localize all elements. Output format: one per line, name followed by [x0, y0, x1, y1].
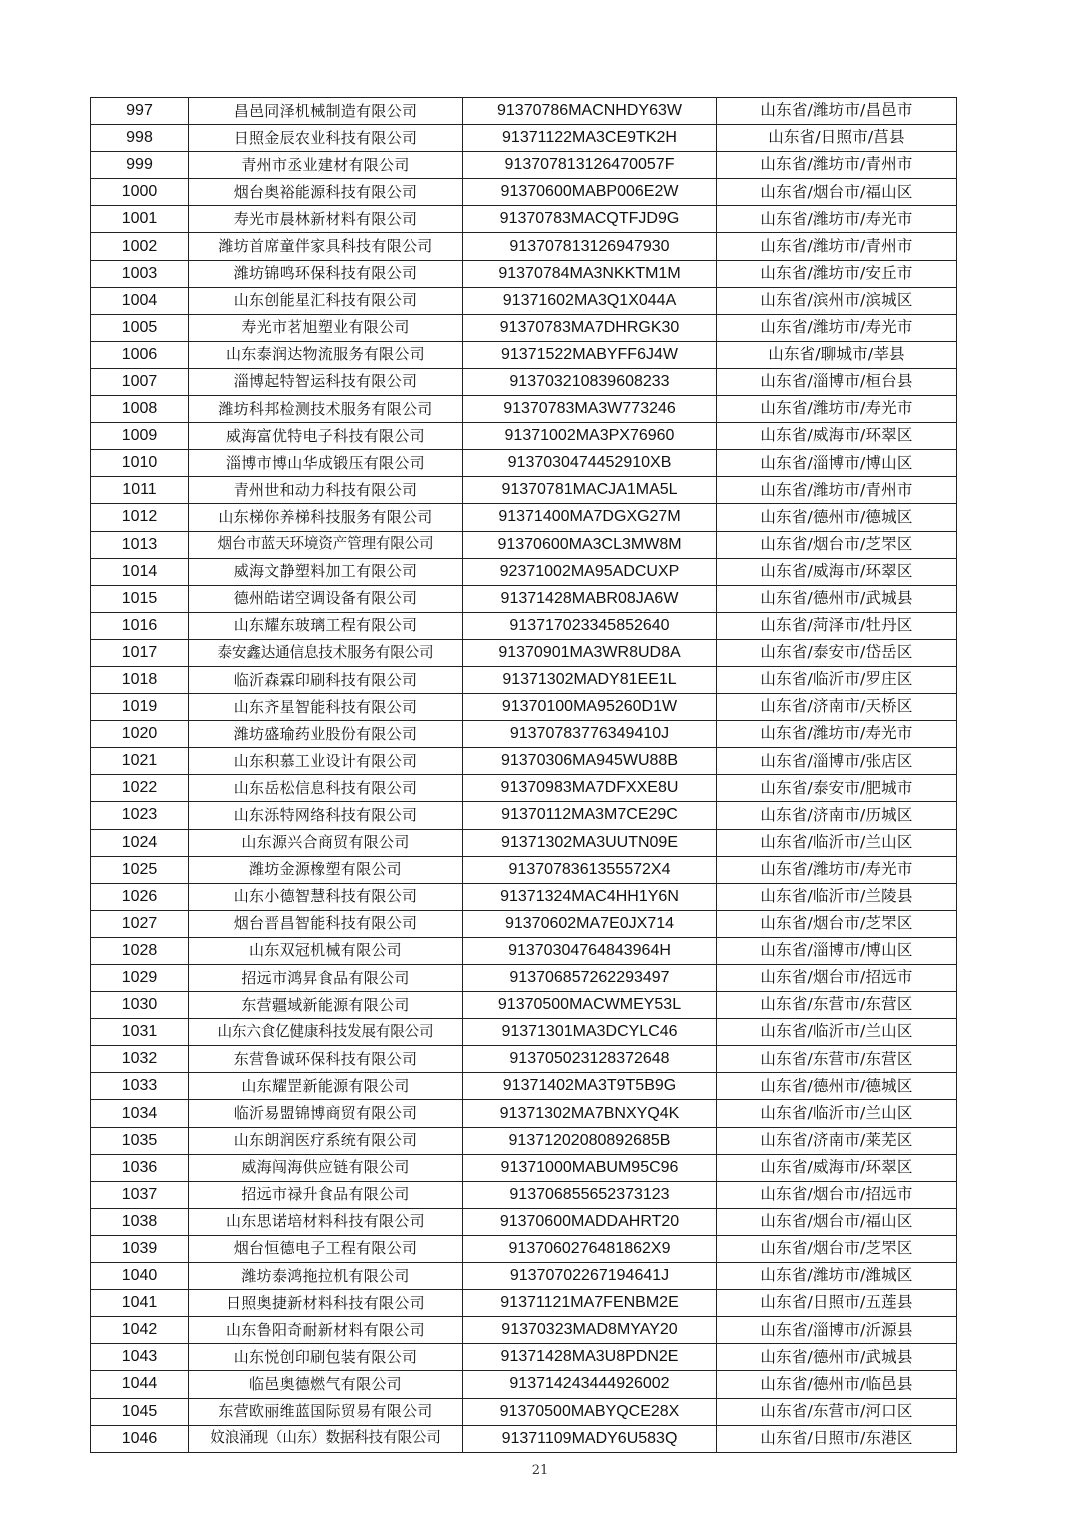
table-row	[91, 1263, 957, 1290]
region-cell: 山东省/德州市/武城县	[717, 585, 957, 612]
region-cell: 山东省/日照市/东港区	[717, 1425, 957, 1452]
row-number-cell: 1013	[91, 531, 189, 558]
row-number-cell: 1031	[91, 1019, 189, 1046]
company-name-cell: 山东创能星汇科技有限公司	[189, 287, 463, 314]
region-cell: 山东省/烟台市/芝罘区	[717, 1235, 957, 1262]
credit-code-cell: 91370602MA7E0JX714	[463, 910, 717, 937]
region-cell: 山东省/德州市/德城区	[717, 1073, 957, 1100]
table-row	[91, 1019, 957, 1046]
company-name-cell: 山东齐星智能科技有限公司	[189, 694, 463, 721]
credit-code-cell: 91371002MA3PX76960	[463, 423, 717, 450]
region-cell: 山东省/潍坊市/昌邑市	[717, 98, 957, 125]
table-row	[91, 341, 957, 368]
row-number-cell: 1006	[91, 341, 189, 368]
row-number-cell: 1024	[91, 829, 189, 856]
table-row	[91, 1208, 957, 1235]
region-cell: 山东省/淄博市/博山区	[717, 937, 957, 964]
region-cell: 山东省/烟台市/福山区	[717, 179, 957, 206]
credit-code-cell: 92371002MA95ADCUXP	[463, 558, 717, 585]
company-name-cell: 烟台市蓝天环境资产管理有限公司	[189, 531, 463, 558]
company-name-cell: 威海富优特电子科技有限公司	[189, 423, 463, 450]
region-cell: 山东省/烟台市/招远市	[717, 1181, 957, 1208]
table-row	[91, 396, 957, 423]
region-cell: 山东省/泰安市/肥城市	[717, 775, 957, 802]
table-row	[91, 1100, 957, 1127]
company-name-cell: 淄博起特智运科技有限公司	[189, 368, 463, 395]
row-number-cell: 1026	[91, 883, 189, 910]
row-number-cell: 997	[91, 98, 189, 125]
row-number-cell: 1011	[91, 477, 189, 504]
region-cell: 山东省/潍坊市/寿光市	[717, 856, 957, 883]
row-number-cell: 1030	[91, 992, 189, 1019]
credit-code-cell: 91371302MA7BNXYQ4K	[463, 1100, 717, 1127]
company-name-cell: 威海文静塑料加工有限公司	[189, 558, 463, 585]
company-name-cell: 潍坊科邦检测技术服务有限公司	[189, 396, 463, 423]
region-cell: 山东省/济南市/天桥区	[717, 694, 957, 721]
credit-code-cell: 91371302MA3UUTN09E	[463, 829, 717, 856]
company-name-cell: 临沂易盟锦博商贸有限公司	[189, 1100, 463, 1127]
table-row	[91, 1398, 957, 1425]
region-cell: 山东省/济南市/莱芜区	[717, 1127, 957, 1154]
region-cell: 山东省/日照市/五莲县	[717, 1290, 957, 1317]
company-name-cell: 山东源兴合商贸有限公司	[189, 829, 463, 856]
region-cell: 山东省/潍坊市/潍城区	[717, 1263, 957, 1290]
row-number-cell: 1035	[91, 1127, 189, 1154]
credit-code-cell: 91371301MA3DCYLC46	[463, 1019, 717, 1046]
row-number-cell: 1023	[91, 802, 189, 829]
row-number-cell: 1000	[91, 179, 189, 206]
table-row	[91, 856, 957, 883]
company-name-cell: 临邑奥德燃气有限公司	[189, 1371, 463, 1398]
region-cell: 山东省/淄博市/沂源县	[717, 1317, 957, 1344]
row-number-cell: 1005	[91, 314, 189, 341]
company-name-cell: 山东朗润医疗系统有限公司	[189, 1127, 463, 1154]
table-row	[91, 368, 957, 395]
company-name-cell: 山东鲁阳奇耐新材料有限公司	[189, 1317, 463, 1344]
table-row	[91, 1154, 957, 1181]
credit-code-cell: 91370500MABYQCE28X	[463, 1398, 717, 1425]
row-number-cell: 998	[91, 125, 189, 152]
region-cell: 山东省/潍坊市/寿光市	[717, 206, 957, 233]
credit-code-cell: 91371302MADY81EE1L	[463, 666, 717, 693]
credit-code-cell: 91370702267194641J	[463, 1263, 717, 1290]
region-cell: 山东省/东营市/东营区	[717, 992, 957, 1019]
row-number-cell: 1042	[91, 1317, 189, 1344]
company-name-cell: 山东泰润达物流服务有限公司	[189, 341, 463, 368]
credit-code-cell: 91371602MA3Q1X044A	[463, 287, 717, 314]
region-cell: 山东省/潍坊市/寿光市	[717, 314, 957, 341]
region-cell: 山东省/淄博市/博山区	[717, 450, 957, 477]
row-number-cell: 1007	[91, 368, 189, 395]
table-row	[91, 125, 957, 152]
region-cell: 山东省/临沂市/兰山区	[717, 1100, 957, 1127]
company-name-cell: 日照金辰农业科技有限公司	[189, 125, 463, 152]
region-cell: 山东省/东营市/东营区	[717, 1046, 957, 1073]
row-number-cell: 1012	[91, 504, 189, 531]
region-cell: 山东省/潍坊市/青州市	[717, 233, 957, 260]
region-cell: 山东省/临沂市/罗庄区	[717, 666, 957, 693]
company-name-cell: 昌邑同泽机械制造有限公司	[189, 98, 463, 125]
company-name-cell: 烟台恒德电子工程有限公司	[189, 1235, 463, 1262]
credit-code-cell: 91370600MABP006E2W	[463, 179, 717, 206]
company-name-cell: 山东耀罡新能源有限公司	[189, 1073, 463, 1100]
region-cell: 山东省/淄博市/张店区	[717, 748, 957, 775]
row-number-cell: 1015	[91, 585, 189, 612]
credit-code-cell: 913707813126947930	[463, 233, 717, 260]
table-row	[91, 1371, 957, 1398]
company-name-cell: 山东耀东玻璃工程有限公司	[189, 612, 463, 639]
company-name-cell: 潍坊锦鸣环保科技有限公司	[189, 260, 463, 287]
credit-code-cell: 913703210839608233	[463, 368, 717, 395]
row-number-cell: 1038	[91, 1208, 189, 1235]
table-row	[91, 1073, 957, 1100]
table-row	[91, 612, 957, 639]
credit-code-cell: 91370600MA3CL3MW8M	[463, 531, 717, 558]
table-row	[91, 666, 957, 693]
company-name-cell: 寿光市晨林新材料有限公司	[189, 206, 463, 233]
table-row	[91, 179, 957, 206]
credit-code-cell: 91371522MABYFF6J4W	[463, 341, 717, 368]
company-name-cell: 山东泺特网络科技有限公司	[189, 802, 463, 829]
row-number-cell: 1032	[91, 1046, 189, 1073]
row-number-cell: 1001	[91, 206, 189, 233]
table-row	[91, 1235, 957, 1262]
table-row	[91, 423, 957, 450]
region-cell: 山东省/烟台市/芝罘区	[717, 910, 957, 937]
table-row	[91, 98, 957, 125]
company-name-cell: 寿光市茗旭塑业有限公司	[189, 314, 463, 341]
region-cell: 山东省/德州市/德城区	[717, 504, 957, 531]
company-name-cell: 潍坊盛瑜药业股份有限公司	[189, 721, 463, 748]
credit-code-cell: 913714243444926002	[463, 1371, 717, 1398]
credit-code-cell: 91371400MA7DGXG27M	[463, 504, 717, 531]
row-number-cell: 1020	[91, 721, 189, 748]
credit-code-cell: 91371121MA7FENBM2E	[463, 1290, 717, 1317]
credit-code-cell: 91370600MADDAHRT20	[463, 1208, 717, 1235]
region-cell: 山东省/威海市/环翠区	[717, 1154, 957, 1181]
credit-code-cell: 91371324MAC4HH1Y6N	[463, 883, 717, 910]
table-row	[91, 992, 957, 1019]
row-number-cell: 1027	[91, 910, 189, 937]
credit-code-cell: 9137030474452910XB	[463, 450, 717, 477]
table-row	[91, 450, 957, 477]
row-number-cell: 1037	[91, 1181, 189, 1208]
row-number-cell: 1021	[91, 748, 189, 775]
table-row	[91, 748, 957, 775]
company-name-cell: 泰安鑫达通信息技术服务有限公司	[189, 639, 463, 666]
credit-code-cell: 91370786MACNHDY63W	[463, 98, 717, 125]
company-name-cell: 德州皓诺空调设备有限公司	[189, 585, 463, 612]
credit-code-cell: 91371402MA3T9T5B9G	[463, 1073, 717, 1100]
company-name-cell: 山东六食亿健康科技发展有限公司	[189, 1019, 463, 1046]
region-cell: 山东省/潍坊市/寿光市	[717, 721, 957, 748]
table-row	[91, 477, 957, 504]
region-cell: 山东省/德州市/武城县	[717, 1344, 957, 1371]
company-name-cell: 山东悦创印刷包装有限公司	[189, 1344, 463, 1371]
credit-code-cell: 91370323MAD8MYAY20	[463, 1317, 717, 1344]
company-name-cell: 潍坊金源橡塑有限公司	[189, 856, 463, 883]
company-name-cell: 山东岳松信息科技有限公司	[189, 775, 463, 802]
row-number-cell: 1029	[91, 965, 189, 992]
table-row	[91, 260, 957, 287]
credit-code-cell: 91370100MA95260D1W	[463, 694, 717, 721]
region-cell: 山东省/威海市/环翠区	[717, 423, 957, 450]
region-cell: 山东省/威海市/环翠区	[717, 558, 957, 585]
company-name-cell: 烟台晋昌智能科技有限公司	[189, 910, 463, 937]
row-number-cell: 1022	[91, 775, 189, 802]
table-row	[91, 585, 957, 612]
company-name-cell: 东营鲁诚环保科技有限公司	[189, 1046, 463, 1073]
company-name-cell: 潍坊首席童伴家具科技有限公司	[189, 233, 463, 260]
credit-code-cell: 913706857262293497	[463, 965, 717, 992]
row-number-cell: 1019	[91, 694, 189, 721]
company-name-cell: 山东小德智慧科技有限公司	[189, 883, 463, 910]
credit-code-cell: 913705023128372648	[463, 1046, 717, 1073]
company-name-cell: 青州世和动力科技有限公司	[189, 477, 463, 504]
table-row	[91, 1046, 957, 1073]
table-row	[91, 233, 957, 260]
credit-code-cell: 91370500MACWMEY53L	[463, 992, 717, 1019]
credit-code-cell: 91371000MABUM95C96	[463, 1154, 717, 1181]
region-cell: 山东省/潍坊市/青州市	[717, 152, 957, 179]
region-cell: 山东省/聊城市/莘县	[717, 341, 957, 368]
row-number-cell: 1033	[91, 1073, 189, 1100]
table-row	[91, 1290, 957, 1317]
table-row	[91, 965, 957, 992]
credit-code-cell: 91371428MABR08JA6W	[463, 585, 717, 612]
credit-code-cell: 91371428MA3U8PDN2E	[463, 1344, 717, 1371]
table-row	[91, 287, 957, 314]
table-row	[91, 1425, 957, 1452]
company-name-cell: 妏浪涌现（山东）数据科技有限公司	[189, 1425, 463, 1452]
credit-code-cell: 91370783MA7DHRGK30	[463, 314, 717, 341]
table-row	[91, 1181, 957, 1208]
row-number-cell: 1010	[91, 450, 189, 477]
row-number-cell: 1025	[91, 856, 189, 883]
table-row	[91, 694, 957, 721]
region-cell: 山东省/济南市/历城区	[717, 802, 957, 829]
row-number-cell: 999	[91, 152, 189, 179]
row-number-cell: 1046	[91, 1425, 189, 1452]
table-row	[91, 558, 957, 585]
row-number-cell: 1016	[91, 612, 189, 639]
credit-code-cell: 91370781MACJA1MA5L	[463, 477, 717, 504]
table-row	[91, 883, 957, 910]
company-name-cell: 招远市禄升食品有限公司	[189, 1181, 463, 1208]
row-number-cell: 1014	[91, 558, 189, 585]
region-cell: 山东省/泰安市/岱岳区	[717, 639, 957, 666]
page-number: 21	[531, 1463, 549, 1478]
row-number-cell: 1045	[91, 1398, 189, 1425]
table-row	[91, 775, 957, 802]
company-name-cell: 临沂森霖印刷科技有限公司	[189, 666, 463, 693]
region-cell: 山东省/临沂市/兰山区	[717, 1019, 957, 1046]
row-number-cell: 1036	[91, 1154, 189, 1181]
row-number-cell: 1004	[91, 287, 189, 314]
region-cell: 山东省/淄博市/桓台县	[717, 368, 957, 395]
credit-code-cell: 913717023345852640	[463, 612, 717, 639]
region-cell: 山东省/烟台市/芝罘区	[717, 531, 957, 558]
row-number-cell: 1044	[91, 1371, 189, 1398]
table-body	[91, 98, 957, 1453]
table-row	[91, 1317, 957, 1344]
credit-code-cell: 91370783MA3W773246	[463, 396, 717, 423]
region-cell: 山东省/潍坊市/安丘市	[717, 260, 957, 287]
row-number-cell: 1018	[91, 666, 189, 693]
credit-code-cell: 91370983MA7DFXXE8U	[463, 775, 717, 802]
row-number-cell: 1040	[91, 1263, 189, 1290]
region-cell: 山东省/临沂市/兰陵县	[717, 883, 957, 910]
row-number-cell: 1041	[91, 1290, 189, 1317]
region-cell: 山东省/东营市/河口区	[717, 1398, 957, 1425]
region-cell: 山东省/菏泽市/牡丹区	[717, 612, 957, 639]
credit-code-cell: 91370784MA3NKKTM1M	[463, 260, 717, 287]
company-name-cell: 山东双冠机械有限公司	[189, 937, 463, 964]
credit-code-cell: 9137060276481862X9	[463, 1235, 717, 1262]
credit-code-cell: 91371109MADY6U583Q	[463, 1425, 717, 1452]
table-row	[91, 829, 957, 856]
company-name-cell: 烟台奥裕能源科技有限公司	[189, 179, 463, 206]
company-name-cell: 东营欧丽维蓝国际贸易有限公司	[189, 1398, 463, 1425]
credit-code-cell: 91370112MA3M7CE29C	[463, 802, 717, 829]
region-cell: 山东省/烟台市/福山区	[717, 1208, 957, 1235]
table-row	[91, 639, 957, 666]
company-table	[90, 97, 957, 1453]
table-row	[91, 937, 957, 964]
region-cell: 山东省/日照市/莒县	[717, 125, 957, 152]
row-number-cell: 1034	[91, 1100, 189, 1127]
region-cell: 山东省/潍坊市/青州市	[717, 477, 957, 504]
credit-code-cell: 91370783776349410J	[463, 721, 717, 748]
row-number-cell: 1009	[91, 423, 189, 450]
row-number-cell: 1002	[91, 233, 189, 260]
credit-code-cell: 913706855652373123	[463, 1181, 717, 1208]
company-name-cell: 山东积慕工业设计有限公司	[189, 748, 463, 775]
table-row	[91, 152, 957, 179]
credit-code-cell: 91370304764843964H	[463, 937, 717, 964]
region-cell: 山东省/临沂市/兰山区	[717, 829, 957, 856]
region-cell: 山东省/烟台市/招远市	[717, 965, 957, 992]
region-cell: 山东省/滨州市/滨城区	[717, 287, 957, 314]
credit-code-cell: 913707813126470057F	[463, 152, 717, 179]
table-row	[91, 721, 957, 748]
company-name-cell: 威海闯海供应链有限公司	[189, 1154, 463, 1181]
table-row	[91, 504, 957, 531]
row-number-cell: 1039	[91, 1235, 189, 1262]
row-number-cell: 1043	[91, 1344, 189, 1371]
company-name-cell: 东营疆域新能源有限公司	[189, 992, 463, 1019]
credit-code-cell: 91370901MA3WR8UD8A	[463, 639, 717, 666]
company-name-cell: 日照奥捷新材料科技有限公司	[189, 1290, 463, 1317]
company-name-cell: 山东思诺培材料科技有限公司	[189, 1208, 463, 1235]
table-row	[91, 910, 957, 937]
row-number-cell: 1028	[91, 937, 189, 964]
region-cell: 山东省/德州市/临邑县	[717, 1371, 957, 1398]
table-row	[91, 1127, 957, 1154]
credit-code-cell: 91370783MACQTFJD9G	[463, 206, 717, 233]
company-name-cell: 潍坊泰鸿拖拉机有限公司	[189, 1263, 463, 1290]
credit-code-cell: 9137078361355572X4	[463, 856, 717, 883]
table-row	[91, 802, 957, 829]
table-row	[91, 314, 957, 341]
company-name-cell: 青州市丞业建材有限公司	[189, 152, 463, 179]
table-row	[91, 1344, 957, 1371]
region-cell: 山东省/潍坊市/寿光市	[717, 396, 957, 423]
credit-code-cell: 91371122MA3CE9TK2H	[463, 125, 717, 152]
table-row	[91, 531, 957, 558]
credit-code-cell: 91371202080892685B	[463, 1127, 717, 1154]
company-name-cell: 招远市鸿昇食品有限公司	[189, 965, 463, 992]
table-row	[91, 206, 957, 233]
credit-code-cell: 91370306MA945WU88B	[463, 748, 717, 775]
row-number-cell: 1017	[91, 639, 189, 666]
company-name-cell: 山东梯你养梯科技服务有限公司	[189, 504, 463, 531]
row-number-cell: 1003	[91, 260, 189, 287]
company-name-cell: 淄博市博山华成锻压有限公司	[189, 450, 463, 477]
row-number-cell: 1008	[91, 396, 189, 423]
